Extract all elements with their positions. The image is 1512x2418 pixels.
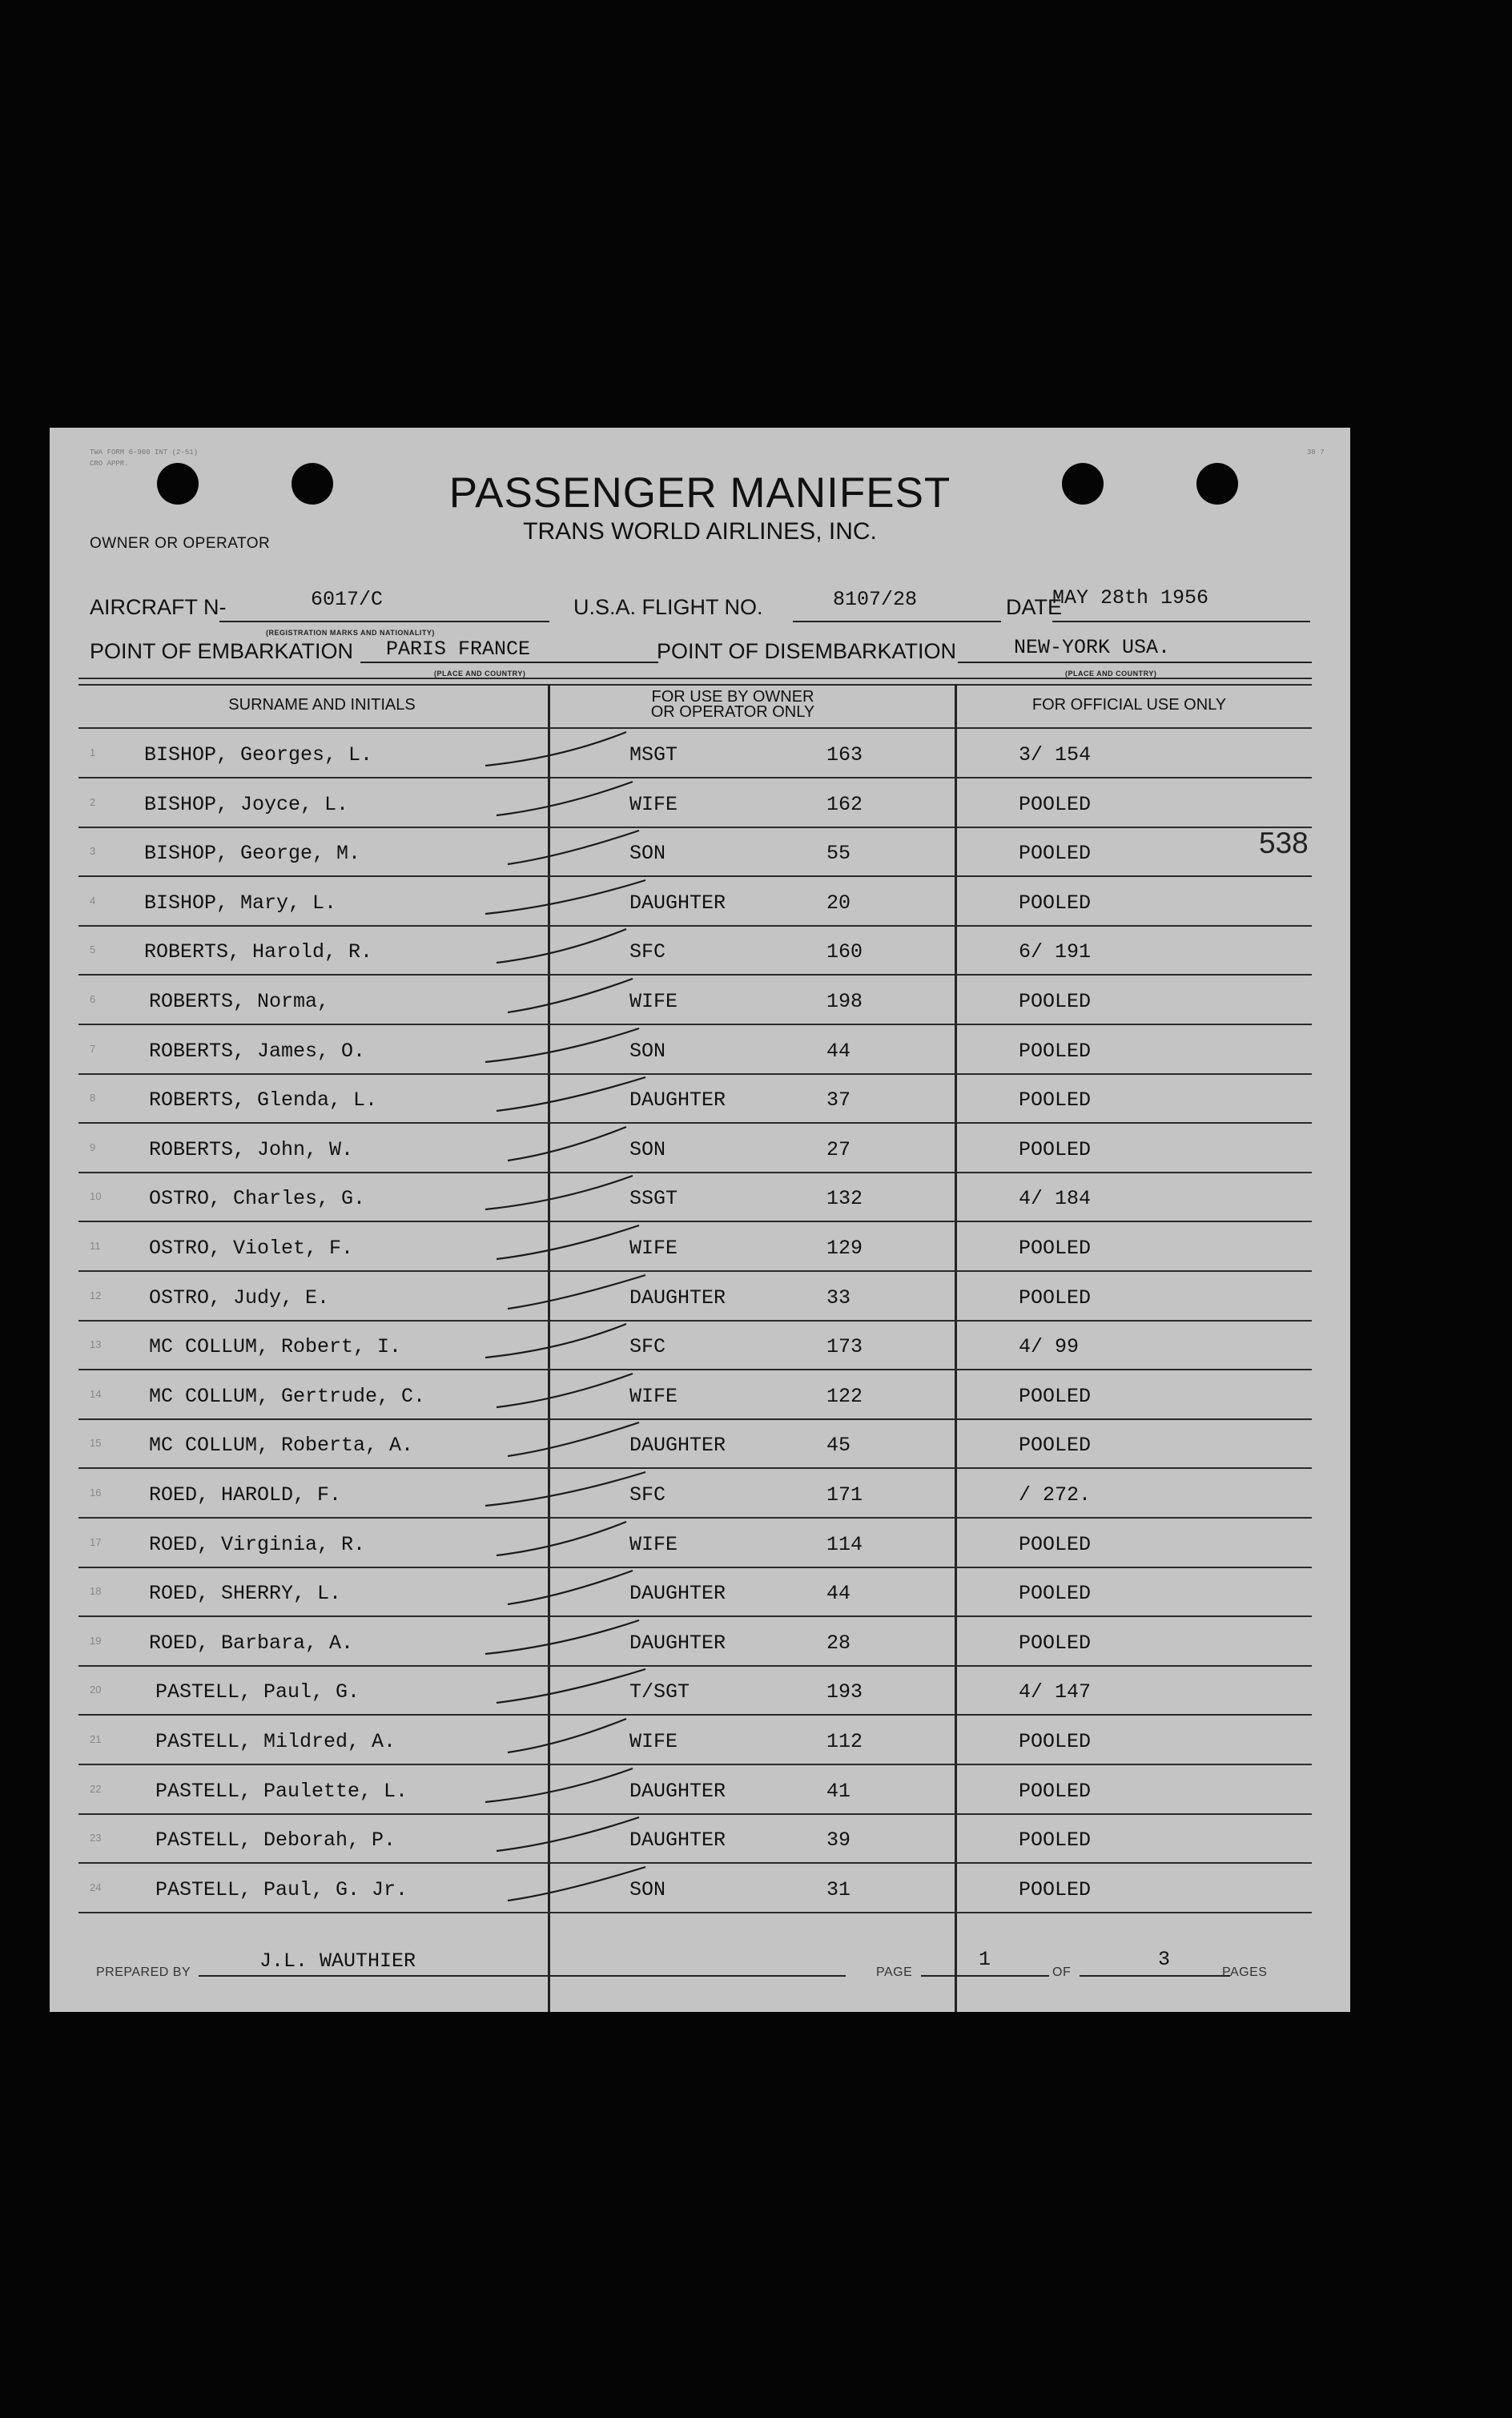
passenger-role: DAUGHTER [629,1780,726,1803]
check-mark [497,1669,645,1703]
passenger-number: 122 [826,1385,863,1408]
passenger-role: SON [629,1040,666,1063]
passenger-role: MSGT [629,743,678,766]
passenger-name: PASTELL, Paulette, L. [155,1780,408,1803]
official-entry: POOLED [1019,1730,1092,1753]
passenger-role: SON [629,1878,666,1901]
official-entry: / 272. [1019,1483,1092,1507]
check-mark [508,1867,645,1901]
row-number: 19 [90,1635,102,1647]
official-entry: POOLED [1019,1780,1092,1803]
check-mark [485,880,645,914]
check-marks [50,428,1350,2012]
passenger-number: 173 [826,1335,863,1358]
form-title: PASSENGER MANIFEST [448,469,951,517]
col-head-owner-1: FOR USE BY OWNER [651,688,814,706]
passenger-role: SSGT [629,1187,678,1210]
check-mark [508,979,633,1012]
passenger-role: SFC [629,1335,666,1358]
row-number: 2 [90,796,96,808]
row-number: 7 [90,1043,96,1055]
passenger-name: BISHOP, George, M. [144,842,361,865]
official-entry: 4/ 184 [1019,1187,1092,1210]
aircraft-label: AIRCRAFT N- [90,595,227,619]
airline-name: TRANS WORLD AIRLINES, INC. [523,518,877,545]
passenger-role: SON [629,842,666,865]
passenger-role: WIFE [629,793,678,816]
manifest-sheet [50,428,1350,2012]
passenger-number: 163 [826,743,863,766]
passenger-name: ROED, HAROLD, F. [149,1483,342,1507]
passenger-number: 112 [826,1730,863,1753]
passenger-name: ROBERTS, Glenda, L. [149,1088,378,1112]
passenger-role: DAUGHTER [629,1286,726,1310]
passenger-role: SFC [629,940,666,964]
passenger-name: MC COLLUM, Gertrude, C. [149,1385,426,1408]
passenger-role: DAUGHTER [629,1631,726,1655]
official-entry: POOLED [1019,842,1092,865]
passenger-number: 28 [826,1631,851,1655]
passenger-name: OSTRO, Violet, F. [149,1237,354,1260]
official-entry: POOLED [1019,1040,1092,1063]
passenger-name: BISHOP, Joyce, L. [144,793,349,816]
passenger-name: PASTELL, Mildred, A. [155,1730,396,1753]
check-mark [508,1422,639,1456]
prepared-value: J.L. WAUTHIER [259,1949,416,1973]
official-entry: 3/ 154 [1019,743,1092,766]
row-number: 22 [90,1783,102,1795]
row-number: 14 [90,1388,102,1400]
official-entry: POOLED [1019,1385,1092,1408]
row-number: 24 [90,1881,102,1893]
check-mark [485,1028,639,1062]
passenger-number: 193 [826,1680,863,1704]
passenger-number: 33 [826,1286,851,1310]
passenger-number: 55 [826,842,851,865]
disembark-label: POINT OF DISEMBARKATION [657,639,957,663]
official-entry: POOLED [1019,1533,1092,1556]
official-entry: POOLED [1019,1582,1092,1605]
passenger-role: DAUGHTER [629,1434,726,1457]
official-entry: POOLED [1019,891,1092,915]
passenger-name: PASTELL, Paul, G. [155,1680,360,1704]
check-mark [497,782,633,815]
check-mark [508,831,639,864]
check-mark [508,1127,626,1161]
official-entry: POOLED [1019,793,1092,816]
passenger-role: WIFE [629,1237,678,1260]
pages-label: PAGES [1222,1965,1268,1979]
row-number: 12 [90,1289,102,1302]
check-mark [508,1275,645,1309]
flight-value: 8107/28 [833,588,918,611]
aircraft-note: (REGISTRATION MARKS AND NATIONALITY) [266,629,435,637]
passenger-role: WIFE [629,990,678,1013]
col-head-official: FOR OFFICIAL USE ONLY [1031,696,1227,714]
row-number: 10 [90,1190,102,1202]
passenger-number: 160 [826,940,863,964]
passenger-number: 129 [826,1237,863,1260]
embark-note: (PLACE AND COUNTRY) [434,670,526,678]
passenger-role: SON [629,1138,666,1161]
check-mark [508,1571,633,1604]
page-underline [921,1975,1049,1977]
check-mark [485,1176,633,1209]
col-head-name: SURNAME AND INITIALS [228,696,416,714]
passenger-number: 132 [826,1187,863,1210]
official-entry: POOLED [1019,1434,1092,1457]
passenger-name: ROBERTS, John, W. [149,1138,354,1161]
passenger-number: 37 [826,1088,851,1112]
passenger-role: WIFE [629,1385,678,1408]
passenger-name: ROED, Virginia, R. [149,1533,366,1556]
row-number: 13 [90,1338,102,1350]
row-number: 4 [90,895,96,907]
passenger-name: MC COLLUM, Robert, I. [149,1335,402,1358]
prepared-label: PREPARED BY [96,1965,191,1979]
check-mark [485,732,626,766]
check-mark [497,1817,639,1851]
official-entry: 4/ 147 [1019,1680,1092,1704]
corner-code: 38 7 [1307,449,1325,457]
passenger-name: ROBERTS, Harold, R. [144,940,373,964]
row-number: 23 [90,1832,102,1844]
passenger-role: DAUGHTER [629,1829,726,1852]
page-label: PAGE [876,1965,913,1979]
check-mark [485,1472,645,1506]
date-label: DATE [1006,595,1063,619]
passenger-role: DAUGHTER [629,891,726,915]
official-entry: POOLED [1019,1878,1092,1901]
passenger-name: ROED, Barbara, A. [149,1631,354,1655]
official-entry: POOLED [1019,1829,1092,1852]
form-approval: CRO APPR. [90,460,129,468]
official-entry: 4/ 99 [1019,1335,1080,1358]
passenger-number: 39 [826,1829,851,1852]
official-entry: POOLED [1019,1138,1092,1161]
passenger-number: 20 [826,891,851,915]
passenger-name: PASTELL, Deborah, P. [155,1829,396,1852]
passenger-role: WIFE [629,1533,678,1556]
passenger-role: SFC [629,1483,666,1507]
passenger-role: DAUGHTER [629,1582,726,1605]
col-head-owner-2: OR OPERATOR ONLY [650,703,815,721]
passenger-number: 114 [826,1533,863,1556]
row-number: 9 [90,1141,96,1153]
stamp-number: 538 [1259,827,1309,859]
row-number: 18 [90,1585,102,1597]
row-number: 6 [90,993,96,1005]
official-entry: POOLED [1019,1237,1092,1260]
passenger-name: MC COLLUM, Roberta, A. [149,1434,414,1457]
passenger-number: 198 [826,990,863,1013]
passenger-name: ROBERTS, James, O. [149,1040,366,1063]
passenger-name: ROBERTS, Norma, [149,990,330,1013]
of-label: OF [1052,1965,1072,1979]
embark-value: PARIS FRANCE [386,638,531,661]
official-entry: POOLED [1019,1631,1092,1655]
passenger-number: 44 [826,1582,851,1605]
row-number: 15 [90,1437,102,1449]
row-number: 21 [90,1733,102,1745]
of-value: 3 [1158,1948,1171,1971]
official-entry: POOLED [1019,1088,1092,1112]
row-number: 17 [90,1536,102,1548]
official-entry: POOLED [1019,1286,1092,1310]
check-mark [485,1620,639,1654]
passenger-name: OSTRO, Judy, E. [149,1286,330,1310]
form-code: TWA FORM 6-900 INT (2-51) [90,449,199,457]
passenger-number: 44 [826,1040,851,1063]
passenger-number: 27 [826,1138,851,1161]
check-mark [485,1324,626,1358]
page-value: 1 [979,1948,991,1971]
official-entry: POOLED [1019,990,1092,1013]
row-number: 11 [90,1240,101,1252]
passenger-number: 31 [826,1878,851,1901]
row-number: 3 [90,845,96,857]
check-mark [497,1225,639,1259]
prepared-underline [199,1975,846,1977]
check-mark [497,929,626,963]
passenger-role: DAUGHTER [629,1088,726,1112]
embark-label: POINT OF EMBARKATION [90,639,354,663]
aircraft-value: 6017/C [311,588,384,611]
passenger-name: BISHOP, Mary, L. [144,891,337,915]
disembark-note: (PLACE AND COUNTRY) [1065,670,1157,678]
flight-label: U.S.A. FLIGHT NO. [573,595,763,619]
official-entry: 6/ 191 [1019,940,1092,964]
row-number: 8 [90,1092,96,1104]
check-mark [497,1077,645,1111]
passenger-name: BISHOP, Georges, L. [144,743,373,766]
row-number: 1 [90,746,96,758]
passenger-role: T/SGT [629,1680,690,1704]
passenger-number: 162 [826,793,863,816]
check-mark [485,1768,633,1802]
check-mark [508,1719,626,1752]
row-number: 20 [90,1684,102,1696]
of-underline [1080,1975,1230,1977]
passenger-name: OSTRO, Charles, G. [149,1187,366,1210]
passenger-number: 45 [826,1434,851,1457]
passenger-name: ROED, SHERRY, L. [149,1582,342,1605]
row-number: 16 [90,1487,102,1499]
passenger-number: 41 [826,1780,851,1803]
passenger-role: WIFE [629,1730,678,1753]
passenger-number: 171 [826,1483,863,1507]
disembark-value: NEW-YORK USA. [1014,636,1171,659]
check-mark [497,1522,626,1555]
date-value: MAY 28th 1956 [1052,586,1209,610]
owner-label: OWNER OR OPERATOR [90,535,271,552]
passenger-name: PASTELL, Paul, G. Jr. [155,1878,408,1901]
row-number: 5 [90,943,96,956]
check-mark [497,1374,633,1407]
